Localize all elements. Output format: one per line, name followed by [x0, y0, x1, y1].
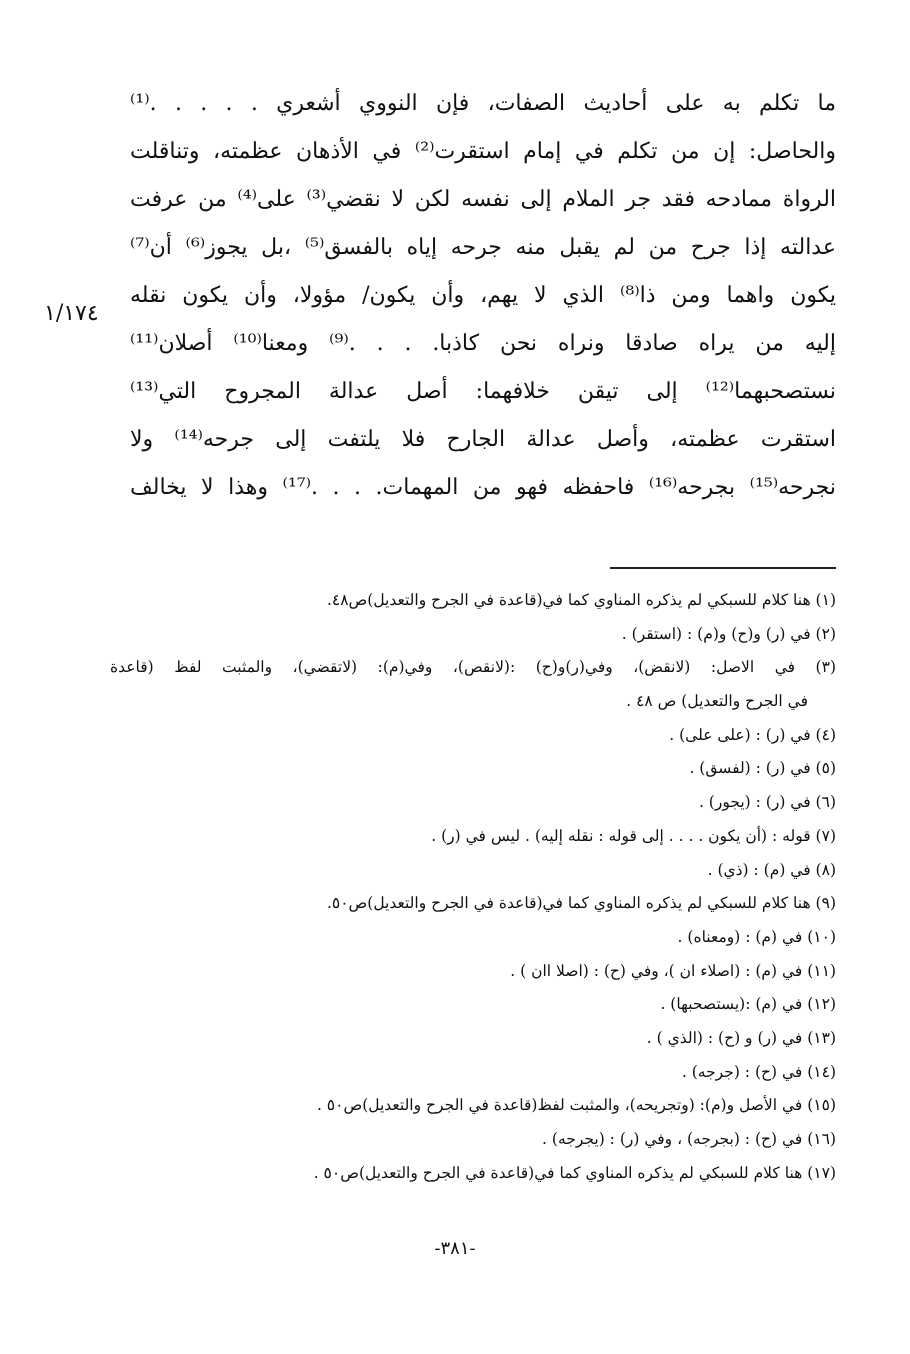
main-line-4: عدالته إذا جرح من لم يقبل منه جرحه إياه بالفسق⁽⁵⁾ ،بل يجوز⁽⁶⁾ أن⁽⁷⁾: [130, 235, 836, 260]
main-line-2: والحاصل: إن من تكلم في إمام استقرت⁽²⁾ في الأذهان عظمته، وتناقلت: [130, 139, 836, 164]
footnote-7: (٧) قوله : (أن يكون . . . . إلى قوله : نقله إليه) . ليس في (ر) .: [431, 826, 836, 845]
footnote-2: (٢) في (ر) و(ح) و(م) : (استقر) .: [621, 624, 836, 643]
footnote-4: (٤) في (ر) : (على على) .: [669, 725, 836, 744]
footnote-separator: [610, 567, 836, 569]
footnote-14: (١٤) في (ح) : (جرجه) .: [681, 1062, 836, 1081]
manuscript-folio-reference: ١/١٧٤: [44, 301, 99, 326]
main-line-3: الرواة ممادحه فقد جر الملام إلى نفسه لكن لا نقضي⁽³⁾ على⁽⁴⁾ من عرفت: [130, 187, 836, 212]
footnote-9: (٩) هنا كلام للسبكي لم يذكره المناوي كما في(قاعدة في الجرح والتعديل)ص٥٠.: [326, 894, 836, 913]
footnote-12: (١٢) في (م) :(يستصحبها) .: [660, 995, 836, 1014]
footnote-10: (١٠) في (م) : (ومعناه) .: [677, 927, 836, 946]
main-line-8: استقرت عظمته، وأصل عدالة الجارح فلا يلتفت إلى جرحه⁽¹⁴⁾ ولا: [130, 427, 836, 452]
main-line-9: نجرحه⁽¹⁵⁾ بجرحه⁽¹⁶⁾ فاحفظه فهو من المهمات. . . .⁽¹⁷⁾ وهذا لا يخالف: [130, 475, 836, 500]
main-line-7: نستصحبهما⁽¹²⁾ إلى تيقن خلافهما: أصل عدالة المجروح التي⁽¹³⁾: [130, 379, 836, 404]
page-number: -٣٨١-: [434, 1238, 476, 1259]
footnote-3: (٣) في الاصل: (لانقض)، وفي(ر)و(ح) :(لانقص)، وفي(م): (لاتقضي)، والمثبت لفظ (قاعدة: [110, 658, 836, 677]
main-line-1: ما تكلم به على أحاديث الصفات، فإن النووي أشعري . . . . .⁽¹⁾: [130, 91, 836, 116]
footnote-11: (١١) في (م) : (اصلاء ان )، وفي (ح) : (اصلا اان ) .: [510, 961, 836, 980]
footnote-6: (٦) في (ر) : (يجور) .: [698, 793, 836, 812]
main-line-5: يكون واهما ومن ذا⁽⁸⁾ الذي لا يهم، وأن يكون/ مؤولا، وأن يكون نقله: [130, 283, 836, 308]
footnotes: [110, 584, 836, 1190]
footnote-15: (١٥) في الأصل و(م): (وتجريحه)، والمثبت لفظ(قاعدة في الجرح والتعديل)ص٥٠ .: [316, 1096, 836, 1115]
main-line-6: إليه من يراه صادقا ونراه نحن كاذبا. . . .⁽⁹⁾ ومعنا⁽¹⁰⁾ أصلان⁽¹¹⁾: [130, 331, 836, 356]
footnote-5: (٥) في (ر) : (لفسق) .: [689, 759, 836, 778]
footnote-8: (٨) في (م) : (ذي) .: [707, 860, 836, 879]
footnote-1: (١) هنا كلام للسبكي لم يذكره المناوي كما في(قاعدة في الجرح والتعديل)ص٤٨.: [326, 591, 836, 609]
footnote-17: (١٧) هنا كلام للسبكي لم يذكره المناوي كما في(قاعدة في الجرح والتعديل)ص٥٠ .: [313, 1163, 836, 1182]
footnote-3-continuation: في الجرح والتعديل) ص ٤٨ .: [626, 692, 808, 711]
main-text: [130, 80, 836, 512]
footnote-13: (١٣) في (ر) و (ح) : (الذي ) .: [646, 1028, 836, 1047]
footnote-16: (١٦) في (ح) : (بجرجه) ، وفي (ر) : (يجرجه) .: [542, 1130, 836, 1148]
